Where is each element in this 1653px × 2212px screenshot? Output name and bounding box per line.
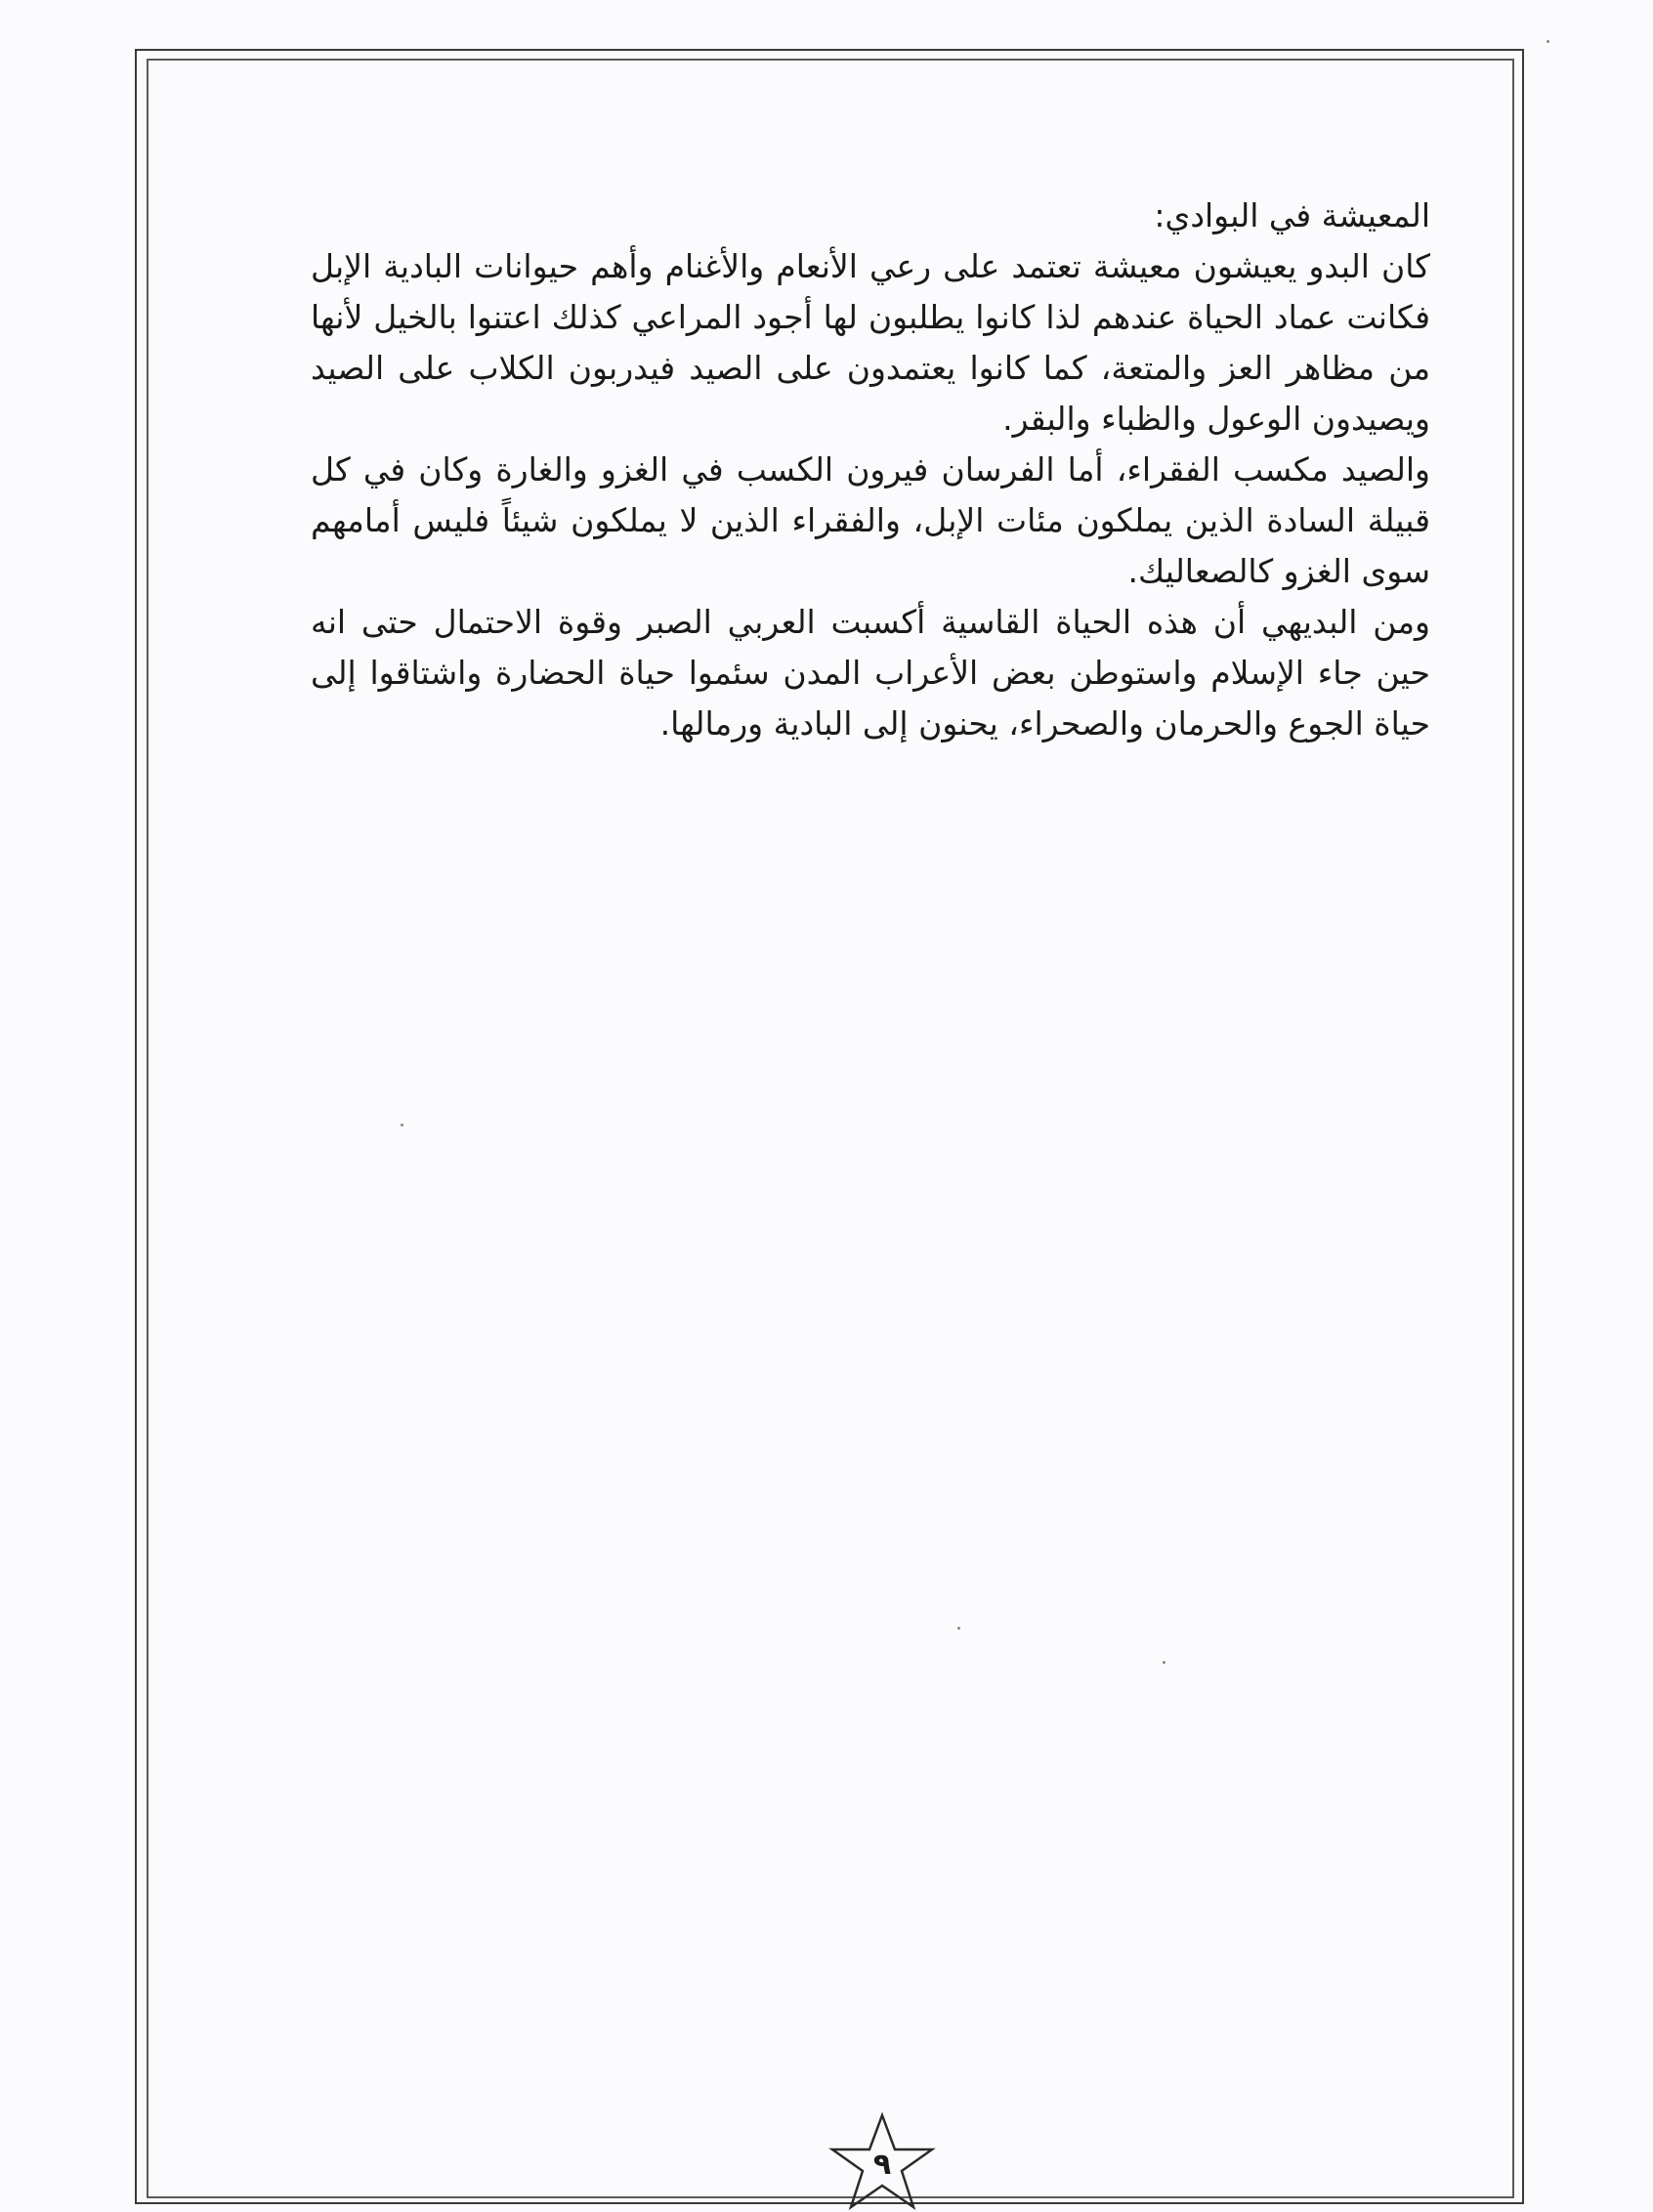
paragraph-hunting-raiding: والصيد مكسب الفقراء، أما الفرسان فيرون الكسب في الغزو والغارة وكان في كل قبيلة السادة الذين يملكون مئات الإبل، والفقراء الذين لا يملكون شيئاً فليس أمامهم سوى الغزو كالصعاليك.	[311, 450, 1430, 590]
section-heading: المعيشة في البوادي:	[1154, 196, 1430, 234]
scan-speck	[1547, 40, 1549, 43]
scan-speck	[957, 1627, 960, 1630]
scan-speck	[1163, 1661, 1166, 1664]
scan-speck	[401, 1124, 403, 1127]
page-number-badge	[828, 2112, 936, 2210]
document-body	[311, 191, 1430, 749]
paragraph-livelihood: كان البدو يعيشون معيشة تعتمد على رعي الأنعام والأغنام وأهم حيوانات البادية الإبل فكانت عماد الحياة عندهم لذا كانوا يطلبون لها أجود المراعي كذلك اعتنوا بالخيل لأنها من مظاهر العز والمتعة، كما كانوا يعتمدون على الصيد فيدربون الكلاب على الصيد ويصيدون الوعول والظباء والبقر.	[311, 247, 1430, 438]
paragraph-hardship: ومن البديهي أن هذه الحياة القاسية أكسبت العربي الصبر وقوة الاحتمال حتى انه حين جاء الإسلام واستوطن بعض الأعراب المدن سئموا حياة الحضارة واشتاقوا إلى حياة الجوع والحرمان والصحراء، يحنون إلى البادية ورمالها.	[311, 603, 1430, 743]
page-number: ٩	[872, 2148, 892, 2182]
